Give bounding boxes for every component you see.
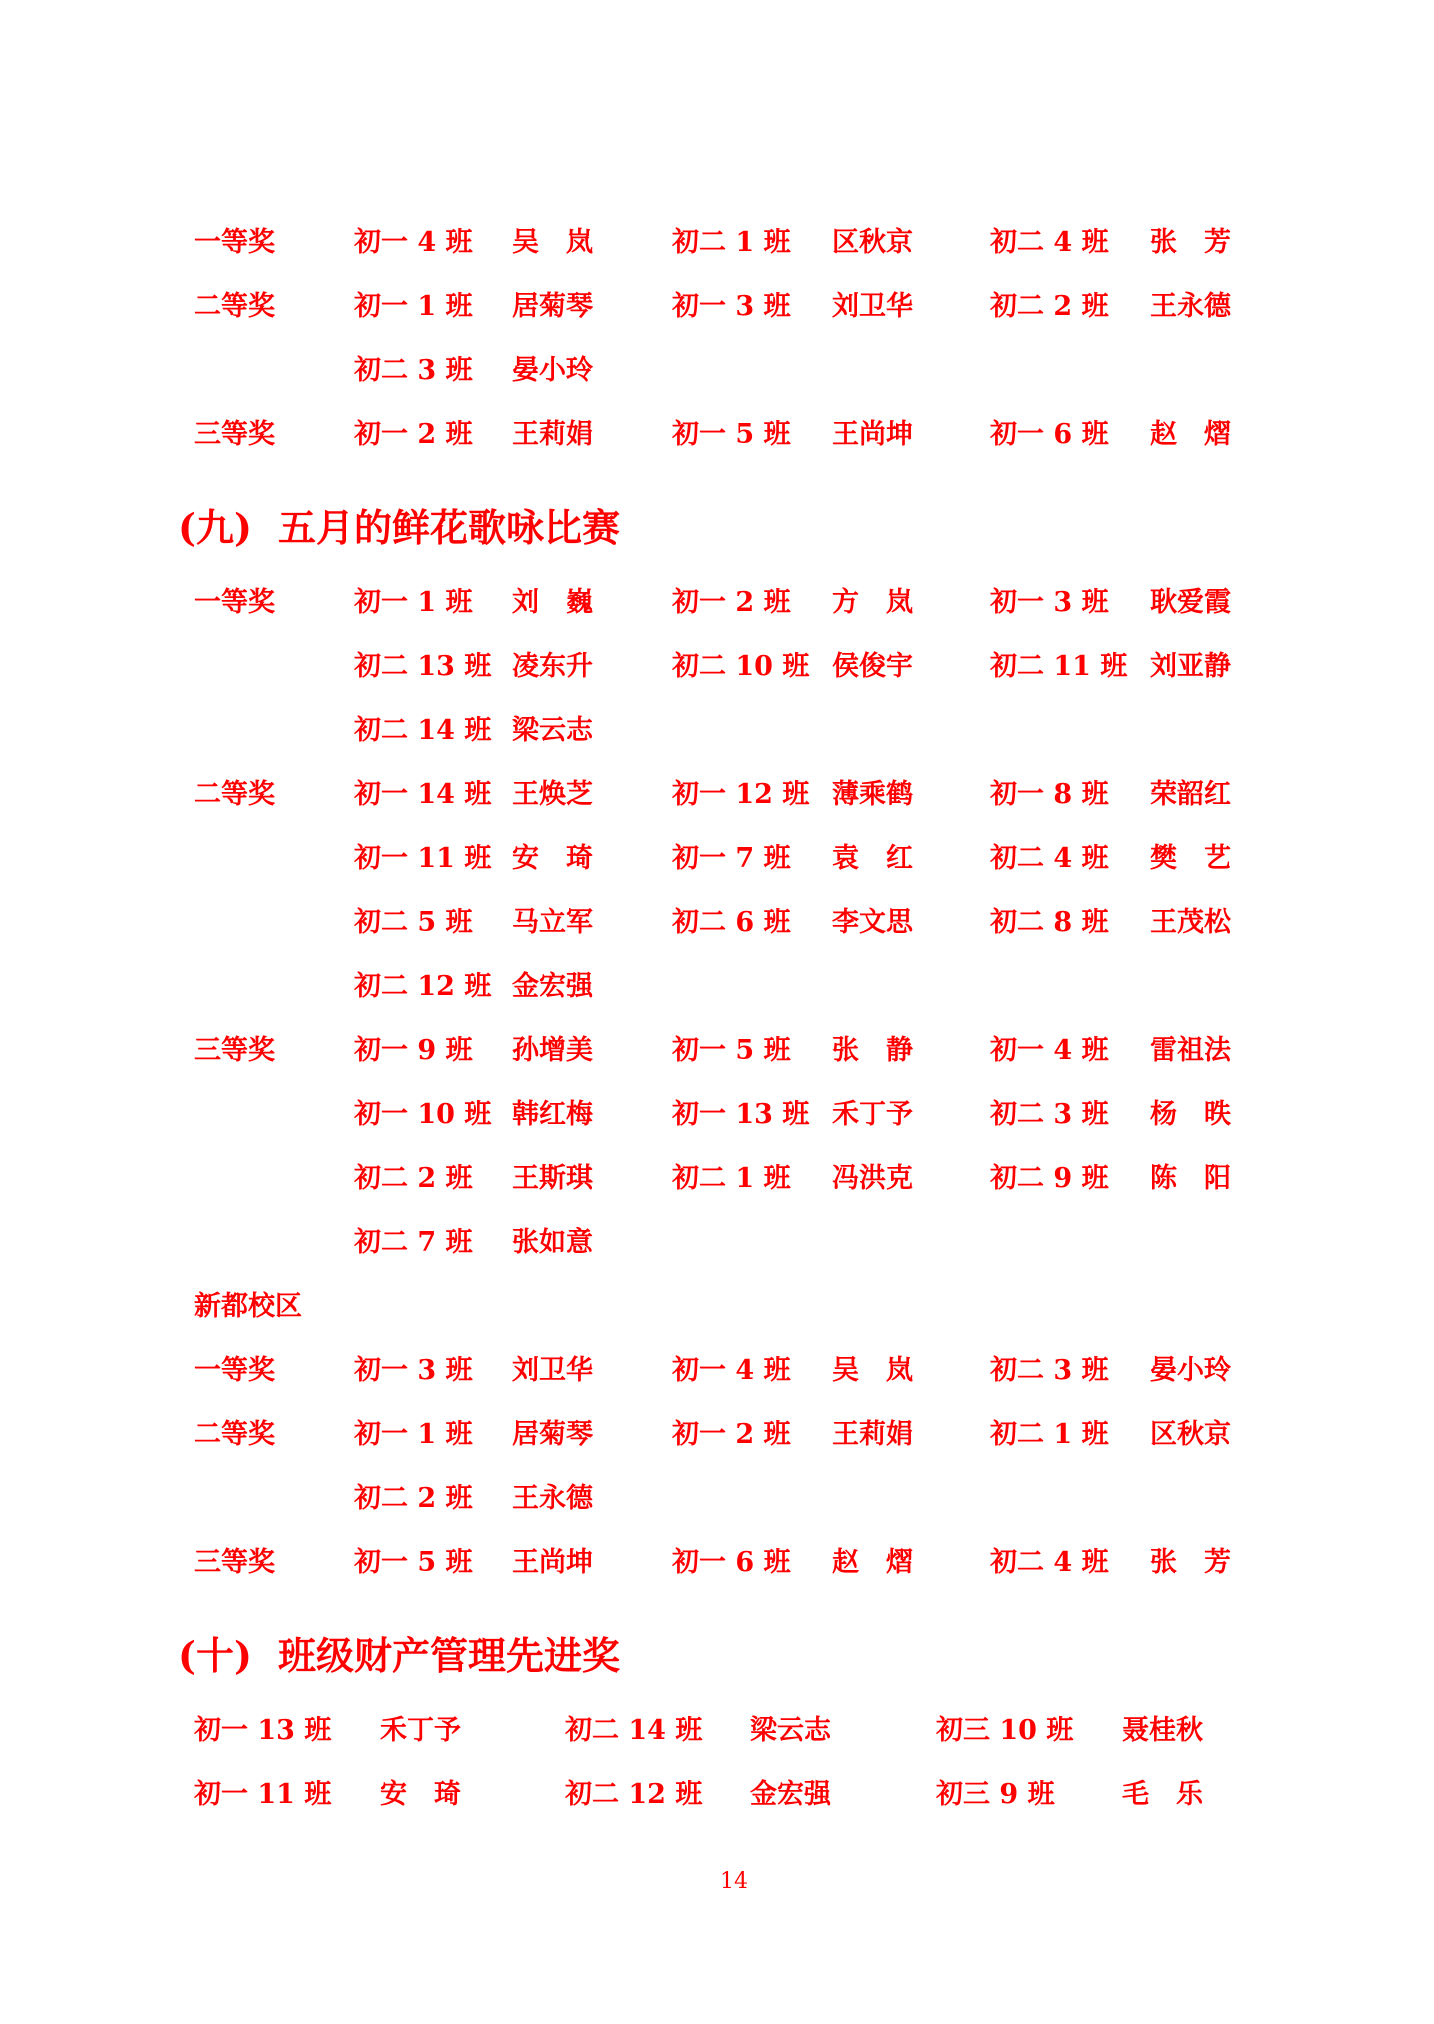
award-row [0, 1159, 1434, 1199]
class-name: 初二 14 班 [354, 715, 492, 746]
student-name: 区秋京 [832, 227, 913, 258]
campus-label: 新都校区 [194, 1291, 302, 1322]
award-label: 一等奖 [194, 227, 275, 258]
class-name: 初二 1 班 [672, 1163, 791, 1194]
class-name: 初一 5 班 [672, 1035, 791, 1066]
student-name: 王焕芝 [512, 779, 593, 810]
class-name: 初二 6 班 [672, 907, 791, 938]
student-name: 耿爱霞 [1150, 587, 1231, 618]
class-name: 初一 10 班 [354, 1099, 492, 1130]
award-label: 三等奖 [194, 1547, 275, 1578]
student-name: 孙增美 [512, 1035, 593, 1066]
class-name: 初二 1 班 [672, 227, 791, 258]
class-name: 初二 11 班 [990, 651, 1128, 682]
class-name: 初一 5 班 [354, 1547, 473, 1578]
class-name: 初二 13 班 [354, 651, 492, 682]
student-name: 荣韶红 [1150, 779, 1231, 810]
award-row [0, 1775, 1434, 1815]
award-row [0, 903, 1434, 943]
student-name: 袁 红 [832, 843, 913, 874]
student-name: 张 芳 [1150, 1547, 1231, 1578]
student-name: 区秋京 [1150, 1419, 1231, 1450]
student-name: 禾丁予 [832, 1099, 913, 1130]
class-name: 初一 7 班 [672, 843, 791, 874]
student-name: 刘亚静 [1150, 651, 1231, 682]
class-name: 初一 4 班 [990, 1035, 1109, 1066]
student-name: 梁云志 [512, 715, 593, 746]
class-name: 初一 11 班 [354, 843, 492, 874]
class-name: 初一 13 班 [194, 1715, 332, 1746]
award-row [0, 287, 1434, 327]
award-row [0, 839, 1434, 879]
student-name: 刘卫华 [832, 291, 913, 322]
class-name: 初二 12 班 [354, 971, 492, 1002]
student-name: 樊 艺 [1150, 843, 1231, 874]
student-name: 安 琦 [512, 843, 593, 874]
class-name: 初二 8 班 [990, 907, 1109, 938]
student-name: 居菊琴 [512, 1419, 593, 1450]
section-title: 班级财产管理先进奖 [278, 1633, 621, 1678]
class-name: 初二 2 班 [354, 1483, 473, 1514]
student-name: 王斯琪 [512, 1163, 593, 1194]
student-name: 晏小玲 [1150, 1355, 1231, 1386]
class-name: 初二 2 班 [354, 1163, 473, 1194]
award-row [0, 647, 1434, 687]
student-name: 吴 岚 [512, 227, 593, 258]
award-label: 二等奖 [194, 291, 275, 322]
student-name: 王茂松 [1150, 907, 1231, 938]
class-name: 初二 9 班 [990, 1163, 1109, 1194]
award-label: 二等奖 [194, 1419, 275, 1450]
class-name: 初二 10 班 [672, 651, 810, 682]
class-name: 初一 13 班 [672, 1099, 810, 1130]
award-row [0, 1543, 1434, 1583]
class-name: 初一 2 班 [672, 587, 791, 618]
award-row [0, 1095, 1434, 1135]
student-name: 方 岚 [832, 587, 913, 618]
student-name: 李文思 [832, 907, 913, 938]
award-row [0, 1415, 1434, 1455]
award-row [0, 1479, 1434, 1519]
class-name: 初二 4 班 [990, 227, 1109, 258]
class-name: 初一 1 班 [354, 587, 473, 618]
award-row [0, 1031, 1434, 1071]
class-name: 初一 4 班 [354, 227, 473, 258]
student-name: 安 琦 [380, 1779, 461, 1810]
class-name: 初一 6 班 [990, 419, 1109, 450]
class-name: 初一 1 班 [354, 291, 473, 322]
award-label: 二等奖 [194, 779, 275, 810]
student-name: 居菊琴 [512, 291, 593, 322]
section-number: (十) [178, 1633, 252, 1678]
class-name: 初二 3 班 [990, 1099, 1109, 1130]
class-name: 初三 10 班 [936, 1715, 1074, 1746]
class-name: 初二 7 班 [354, 1227, 473, 1258]
student-name: 王莉娟 [832, 1419, 913, 1450]
student-name: 吴 岚 [832, 1355, 913, 1386]
award-label: 一等奖 [194, 587, 275, 618]
class-name: 初一 14 班 [354, 779, 492, 810]
student-name: 聂桂秋 [1122, 1715, 1203, 1746]
class-name: 初二 14 班 [565, 1715, 703, 1746]
class-name: 初二 12 班 [565, 1779, 703, 1810]
class-name: 初一 5 班 [672, 419, 791, 450]
award-row [0, 415, 1434, 455]
award-row [0, 775, 1434, 815]
class-name: 初一 6 班 [672, 1547, 791, 1578]
award-row [0, 1223, 1434, 1263]
award-label: 三等奖 [194, 1035, 275, 1066]
student-name: 侯俊宇 [832, 651, 913, 682]
student-name: 赵 熠 [832, 1547, 913, 1578]
student-name: 晏小玲 [512, 355, 593, 386]
class-name: 初一 3 班 [990, 587, 1109, 618]
class-name: 初二 1 班 [990, 1419, 1109, 1450]
student-name: 王永德 [512, 1483, 593, 1514]
section-heading [178, 502, 620, 554]
student-name: 刘 巍 [512, 587, 593, 618]
class-name: 初一 3 班 [354, 1355, 473, 1386]
student-name: 赵 熠 [1150, 419, 1231, 450]
class-name: 初一 12 班 [672, 779, 810, 810]
student-name: 毛 乐 [1122, 1779, 1203, 1810]
class-name: 初三 9 班 [936, 1779, 1055, 1810]
student-name: 金宏强 [750, 1779, 831, 1810]
class-name: 初一 8 班 [990, 779, 1109, 810]
class-name: 初二 4 班 [990, 1547, 1109, 1578]
section-title: 五月的鲜花歌咏比赛 [278, 505, 621, 550]
student-name: 刘卫华 [512, 1355, 593, 1386]
student-name: 凌东升 [512, 651, 593, 682]
student-name: 杨 昳 [1150, 1099, 1231, 1130]
page-number: 14 [720, 1869, 748, 1894]
award-row [0, 351, 1434, 391]
student-name: 陈 阳 [1150, 1163, 1231, 1194]
student-name: 张 静 [832, 1035, 913, 1066]
student-name: 禾丁予 [380, 1715, 461, 1746]
student-name: 王莉娟 [512, 419, 593, 450]
award-row [0, 711, 1434, 751]
class-name: 初一 2 班 [672, 1419, 791, 1450]
student-name: 张 芳 [1150, 227, 1231, 258]
award-label: 三等奖 [194, 419, 275, 450]
class-name: 初一 3 班 [672, 291, 791, 322]
section-number: (九) [178, 505, 252, 550]
class-name: 初一 2 班 [354, 419, 473, 450]
class-name: 初一 4 班 [672, 1355, 791, 1386]
class-name: 初二 2 班 [990, 291, 1109, 322]
student-name: 冯洪克 [832, 1163, 913, 1194]
class-name: 初一 9 班 [354, 1035, 473, 1066]
student-name: 王尚坤 [512, 1547, 593, 1578]
class-name: 初一 1 班 [354, 1419, 473, 1450]
student-name: 金宏强 [512, 971, 593, 1002]
class-name: 初二 3 班 [354, 355, 473, 386]
student-name: 马立军 [512, 907, 593, 938]
student-name: 雷祖法 [1150, 1035, 1231, 1066]
award-row [0, 1351, 1434, 1391]
student-name: 梁云志 [750, 1715, 831, 1746]
section-heading [178, 1630, 620, 1682]
class-name: 初二 5 班 [354, 907, 473, 938]
student-name: 王永德 [1150, 291, 1231, 322]
student-name: 韩红梅 [512, 1099, 593, 1130]
award-row [0, 1711, 1434, 1751]
award-row [0, 967, 1434, 1007]
award-row [0, 223, 1434, 263]
class-name: 初一 11 班 [194, 1779, 332, 1810]
student-name: 王尚坤 [832, 419, 913, 450]
student-name: 张如意 [512, 1227, 593, 1258]
award-label: 一等奖 [194, 1355, 275, 1386]
award-row [0, 583, 1434, 623]
student-name: 薄乘鹤 [832, 779, 913, 810]
class-name: 初二 4 班 [990, 843, 1109, 874]
class-name: 初二 3 班 [990, 1355, 1109, 1386]
